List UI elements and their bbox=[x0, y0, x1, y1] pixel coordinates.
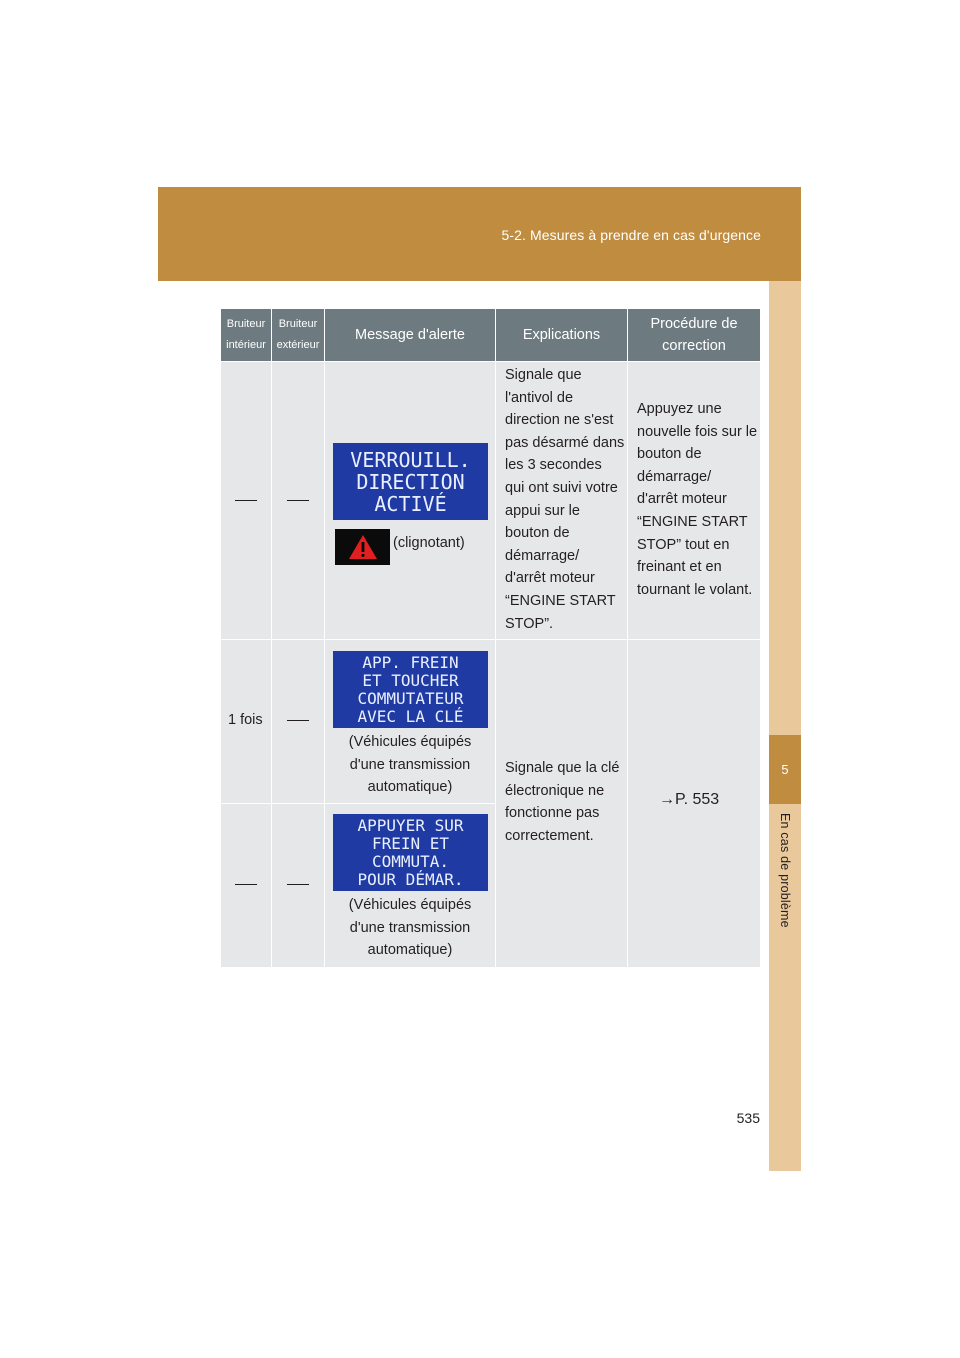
grid-line bbox=[221, 361, 760, 362]
text-line: “ENGINE START bbox=[637, 513, 748, 530]
text-line: STOP”. bbox=[505, 615, 554, 632]
text-line: démarrage/ bbox=[505, 547, 580, 564]
header-exterior-line1: Bruiteur bbox=[278, 318, 318, 330]
text-line: démarrage/ bbox=[637, 468, 712, 485]
row1-interior-dash bbox=[235, 500, 257, 501]
text-line: les 3 secondes bbox=[505, 457, 602, 474]
grid-line bbox=[221, 639, 760, 640]
lcd-line: AVEC LA CLÉ bbox=[357, 706, 464, 726]
text-line: fonctionne pas bbox=[505, 805, 600, 822]
lcd-line: FREIN ET bbox=[371, 833, 450, 853]
row3-interior-dash bbox=[235, 884, 257, 885]
text-line: “ENGINE START bbox=[505, 592, 616, 609]
text-line: automatique) bbox=[367, 779, 453, 796]
display-press-brake-to-start bbox=[333, 814, 488, 891]
text-line: bouton de bbox=[505, 525, 570, 542]
text-line: automatique) bbox=[367, 942, 453, 959]
row3-caption bbox=[325, 894, 495, 962]
warning-triangle-icon bbox=[335, 529, 390, 565]
text-line: (Véhicules équipés bbox=[348, 897, 472, 913]
text-line: d'arrêt moteur bbox=[505, 570, 595, 587]
header-correction bbox=[628, 309, 760, 361]
grid-line bbox=[324, 309, 325, 967]
header-interior-line2: intérieur bbox=[226, 339, 266, 351]
page-reference-link[interactable]: →P. 553 bbox=[659, 791, 720, 808]
lcd-line: APP. FREIN bbox=[362, 652, 459, 672]
text-line: correctement. bbox=[505, 827, 594, 844]
lcd-line: DIRECTION bbox=[356, 469, 465, 494]
text-line: bouton de bbox=[637, 446, 702, 463]
text-line: appui sur le bbox=[505, 502, 580, 519]
row2-caption bbox=[325, 731, 495, 799]
lcd-line: ET TOUCHER bbox=[362, 670, 459, 690]
lcd-line: POUR DÉMAR. bbox=[357, 869, 464, 889]
header-explanations bbox=[496, 309, 627, 361]
lcd-line: COMMUTATEUR bbox=[357, 688, 464, 708]
display-steering-lock bbox=[333, 443, 488, 520]
text-line: d'une transmission bbox=[349, 756, 471, 773]
text-line: direction ne s'est bbox=[505, 412, 614, 429]
header-message bbox=[325, 309, 495, 361]
text-line: l'antivol de bbox=[505, 389, 574, 406]
text-line: d'une transmission bbox=[349, 919, 471, 936]
text-line: qui ont suivi votre bbox=[505, 479, 618, 496]
text-line: pas désarmé dans bbox=[505, 434, 625, 451]
display-press-brake-touch-key bbox=[333, 651, 488, 728]
row1-correction bbox=[637, 398, 757, 601]
text-line: nouvelle fois sur le bbox=[637, 423, 758, 440]
chapter-number: 5 bbox=[781, 762, 789, 777]
header-explanations-text: Explications bbox=[522, 327, 601, 343]
section-title: 5-2. Mesures à prendre en cas d'urgence bbox=[501, 227, 761, 243]
text-line: (Véhicules équipés bbox=[348, 734, 472, 750]
header-interior-buzzer bbox=[221, 309, 271, 361]
text-line: tournant le volant. bbox=[637, 581, 753, 598]
chapter-side-strip bbox=[769, 281, 801, 1171]
text-line: freinant et en bbox=[637, 559, 722, 576]
header-message-text: Message d'alerte bbox=[355, 327, 465, 343]
text-line: d'arrêt moteur bbox=[637, 491, 727, 508]
chapter-label: En cas de problème bbox=[778, 813, 792, 928]
grid-line bbox=[221, 803, 495, 804]
grid-line bbox=[627, 309, 628, 967]
row2-exterior-dash bbox=[287, 720, 309, 721]
header-band bbox=[158, 187, 801, 281]
header-correction-line2: correction bbox=[662, 338, 726, 354]
grid-line bbox=[271, 309, 272, 967]
text-line: électronique ne bbox=[505, 782, 605, 799]
header-correction-line1: Procédure de bbox=[650, 316, 738, 332]
lcd-line: APPUYER SUR bbox=[357, 815, 464, 835]
lcd-line: VERROUILL. bbox=[350, 447, 471, 472]
grid-line bbox=[495, 309, 496, 967]
header-exterior-buzzer bbox=[272, 309, 324, 361]
row3-exterior-dash bbox=[287, 884, 309, 885]
lcd-line: ACTIVÉ bbox=[374, 491, 447, 516]
text-line: Signale que la clé bbox=[505, 760, 620, 776]
chapter-tab[interactable] bbox=[769, 735, 801, 804]
text-line: Signale que bbox=[505, 367, 582, 383]
page-number: 535 bbox=[736, 1110, 760, 1126]
text-line: STOP” tout en bbox=[637, 536, 730, 553]
lcd-line: COMMUTA. bbox=[371, 851, 450, 871]
header-exterior-line2: extérieur bbox=[276, 339, 320, 351]
header-interior-line1: Bruiteur bbox=[226, 318, 266, 330]
row2-interior-count: 1 fois bbox=[228, 712, 263, 728]
row1-explanation bbox=[505, 364, 624, 635]
row1-exterior-dash bbox=[287, 500, 309, 501]
blinking-note: (clignotant) bbox=[393, 535, 465, 551]
shared-explanation bbox=[505, 757, 619, 847]
text-line: Appuyez une bbox=[637, 401, 722, 417]
